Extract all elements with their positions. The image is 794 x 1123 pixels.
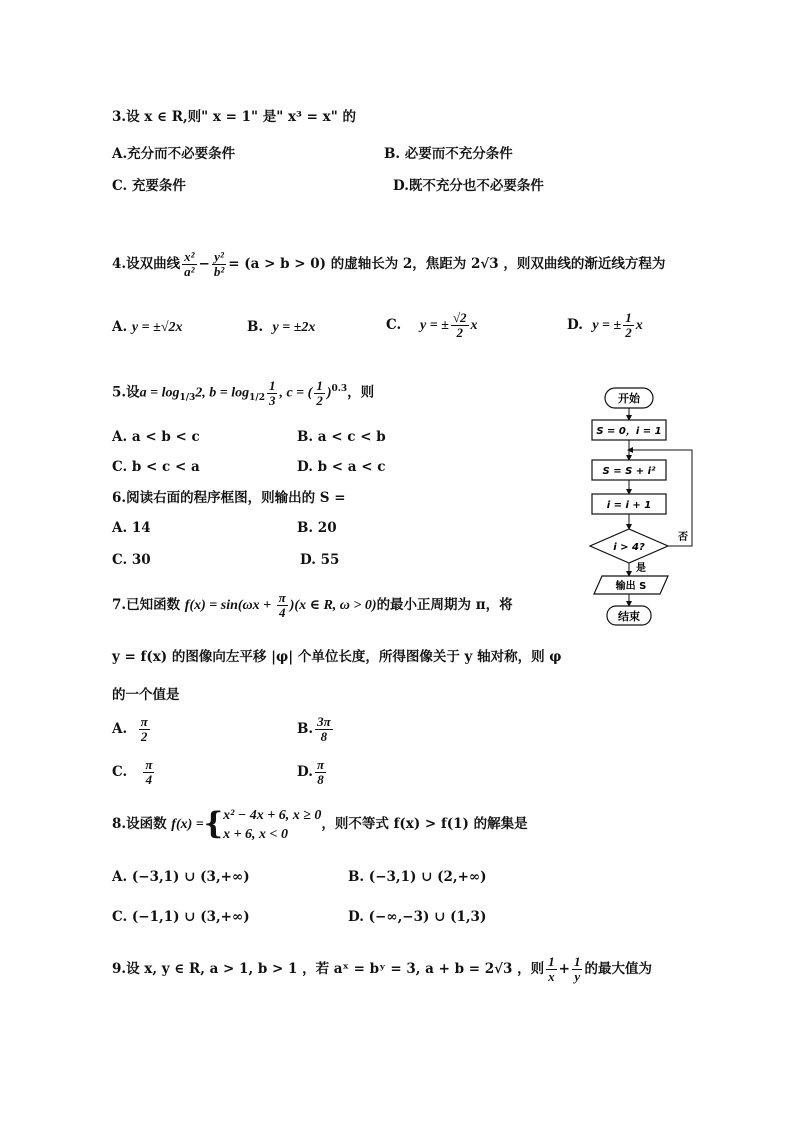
q3-option-d: D.既不充分也不必要条件	[393, 178, 544, 194]
q4-option-c: C. y = ± $\frac{√2}{2}$ x	[386, 310, 478, 340]
q4-prefix: 4.设双曲线	[112, 256, 181, 272]
q7-option-b: B. $\frac{3\pi}{8}$	[297, 714, 331, 744]
q5-option-c: C. b < c < a	[112, 459, 200, 475]
q3-option-c: C. 充要条件	[112, 178, 186, 194]
q9-stem: 9.设 x, y ∈ R, a > 1, b > 1 ，若 aˣ = bʸ = 3, a + b = 2√3 ，则 $\frac{1}{x}$ + $\frac{1}{y}$ 的最大值为	[112, 954, 652, 984]
flowchart-start-text: 开始	[618, 392, 640, 405]
q4-condition: = (a > b > 0) 的虚轴长为 2，焦距为 2√3 ，则双曲线的渐近线方程为	[228, 256, 666, 272]
q4-option-d: D. y = ± $\frac{1}{2}$ x	[567, 310, 643, 340]
flowchart	[580, 380, 700, 630]
q8-option-a: A. (−3,1) ∪ (3,+∞)	[112, 869, 250, 885]
q7-line3: 的一个值是	[112, 687, 180, 703]
q8-stem: 8.设函数 f(x) ={ x² − 4x + 6, x ≥ 0 x + 6, x < 0 ，则不等式 f(x) > f(1) 的解集是	[112, 806, 528, 842]
q7-line2: y = f(x) 的图像向左平移 |φ| 个单位长度，所得图像关于 y 轴对称，则 φ	[112, 649, 562, 665]
q6-option-d: D. 55	[300, 552, 340, 568]
q3-option-b: B. 必要而不充分条件	[384, 146, 513, 162]
q6-stem: 6.阅读右面的程序框图，则输出的 S =	[112, 490, 346, 506]
flowchart-init-text: S = 0，i = 1	[596, 426, 662, 437]
q5-option-a: A. a < b < c	[112, 429, 200, 445]
q3-stem: 3.设 x ∈ R,则" x = 1" 是" x³ = x" 的	[112, 109, 356, 125]
q5-option-d: D. b < a < c	[297, 459, 386, 475]
flowchart-decision-text: i > 4?	[613, 542, 645, 553]
flowchart-update-s-text: S = S + i²	[602, 466, 656, 477]
q5-stem: 5.设$a = \log_{1/3}2$, $b = \log_{1/2}$ $\frac{1}{3}$ , c = ( $\frac{1}{2}$ )$^{0.3}$，则	[112, 377, 375, 408]
q6-option-c: C. 30	[112, 552, 151, 568]
q7-line1: 7.已知函数 f(x) = sin(ωx + $\frac{\pi}{4}$ )(x ∈ R, ω > 0)的最小正周期为 π，将	[112, 590, 513, 620]
q8-option-c: C. (−1,1) ∪ (3,+∞)	[112, 909, 250, 925]
flowchart-update-i-text: i = i + 1	[606, 500, 652, 511]
flowchart-no-label: 否	[678, 532, 688, 543]
q8-option-b: B. (−3,1) ∪ (2,+∞)	[348, 869, 487, 885]
q4-frac-y: $\frac{\text{y²}}{\text{b²}}$	[213, 249, 225, 279]
q7-option-c: C. $\frac{\pi}{4}$	[112, 757, 153, 787]
q6-option-b: B. 20	[297, 520, 337, 536]
flowchart-end-text: 结束	[618, 610, 640, 623]
q7-option-a: A. $\frac{\pi}{2}$	[112, 714, 148, 744]
q8-option-d: D. (−∞,−3) ∪ (1,3)	[348, 909, 487, 925]
q7-option-d: D. $\frac{\pi}{8}$	[297, 757, 325, 787]
q5-option-b: B. a < c < b	[297, 429, 386, 445]
q3-option-a: A.充分而不必要条件	[112, 146, 236, 162]
q4-stem: 4.设双曲线 $\frac{\text{x²}}{\text{a²}}$ − $\frac{\text{y²}}{\text{b²}}$ = (a > b > 0) 的虚轴长为 2，焦距为 2√3 ，则双曲线的渐近线方程为	[112, 249, 666, 279]
q4-option-b: B. y = ±2x	[247, 319, 316, 335]
flowchart-yes-label: 是	[636, 563, 646, 574]
flowchart-output-text: 输出 S	[615, 581, 647, 592]
q4-option-a: A. y = ±√2x	[112, 319, 183, 335]
q4-frac-x: $\frac{\text{x²}}{\text{a²}}$	[184, 249, 195, 279]
q6-option-a: A. 14	[112, 520, 151, 536]
